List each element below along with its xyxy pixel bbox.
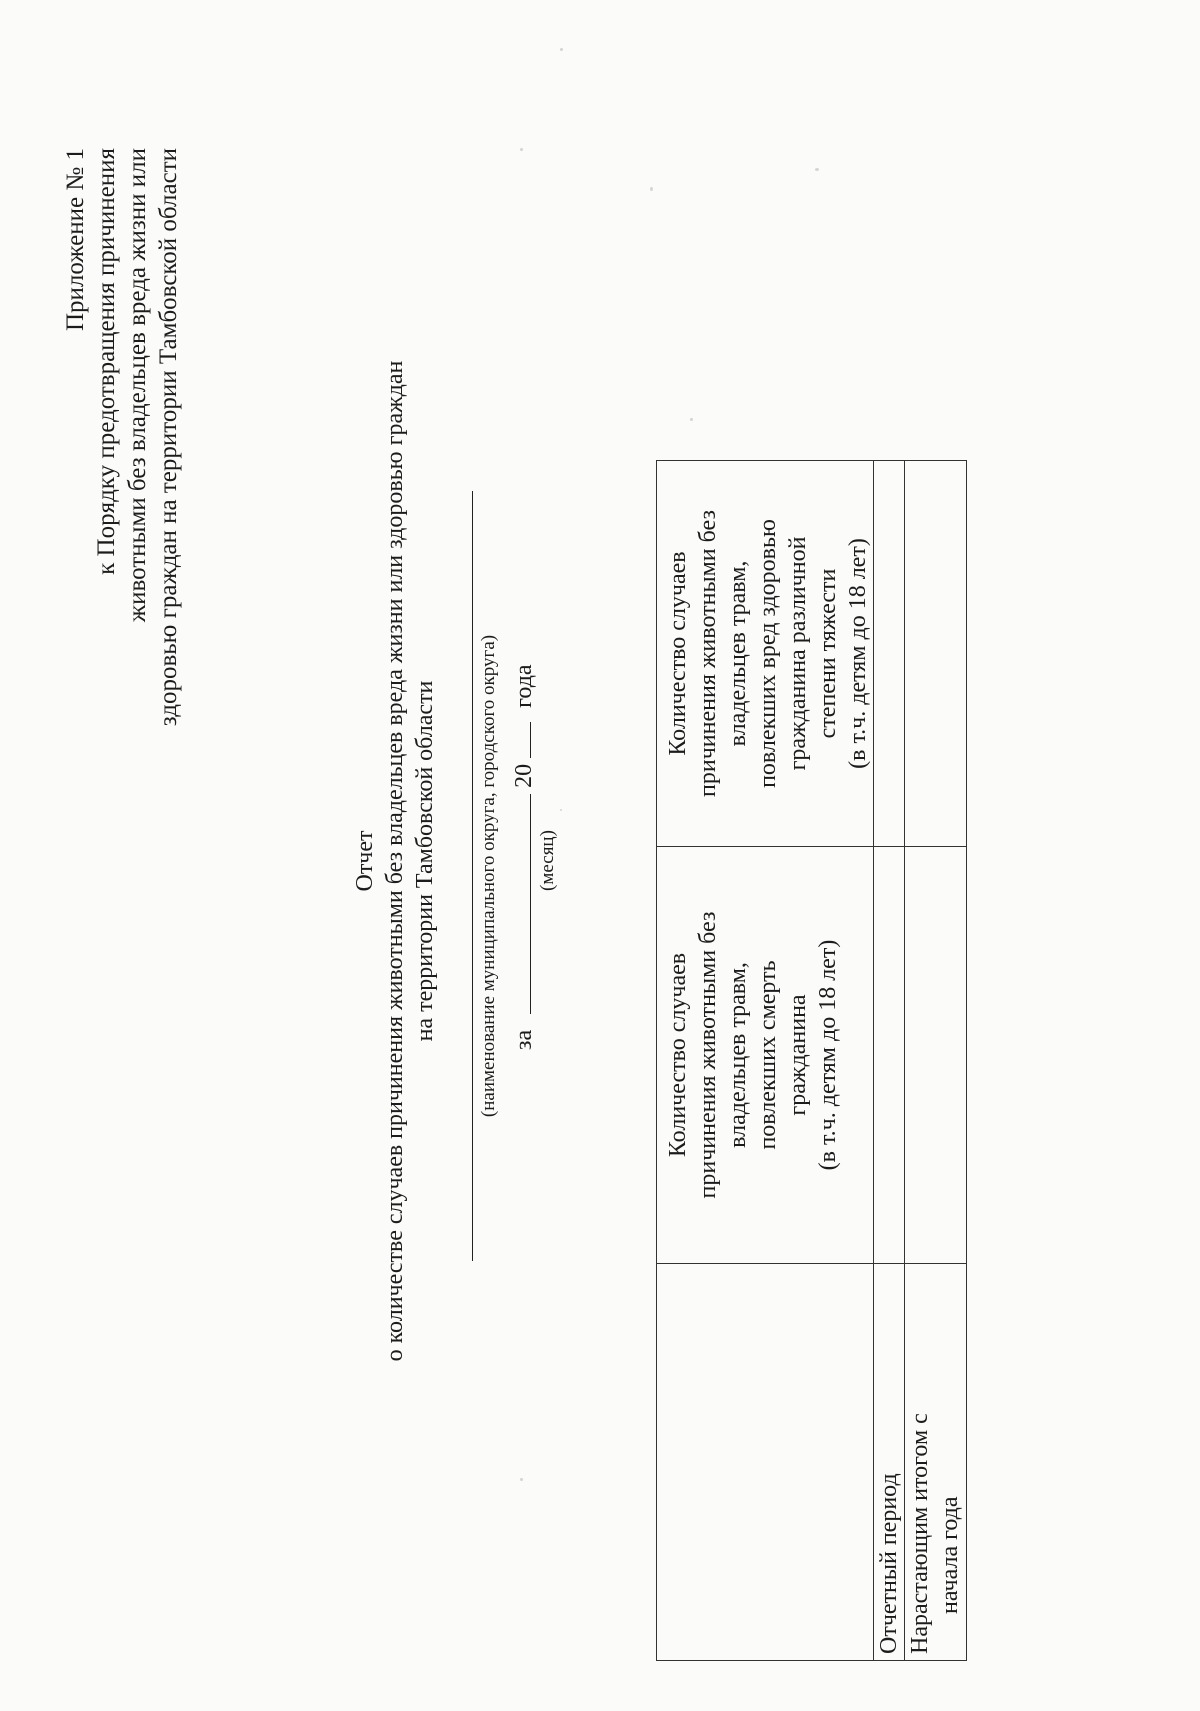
appendix-line: животными без владельцев вреда жизни или [124, 148, 151, 623]
header-line: Количество случаев [665, 551, 691, 756]
month-caption: (месяц) [537, 830, 558, 891]
value-cell-deaths [905, 847, 967, 1264]
header-line: причинения животными без [695, 510, 721, 797]
row-label-line: Нарастающим итогом с [907, 1413, 933, 1654]
header-line: повлекших вред здоровью [755, 519, 781, 788]
header-line: владельцев травм, [725, 962, 751, 1148]
scan-speck [815, 168, 819, 171]
appendix-line: здоровью граждан на территории Тамбовской области [155, 148, 182, 727]
table-header-row [657, 461, 874, 1661]
value-cell-health-harm [905, 461, 967, 847]
year-blank [508, 722, 531, 758]
header-line: (в т.ч. детям до 18 лет) [845, 538, 871, 769]
header-corner-cell [657, 1264, 874, 1661]
header-line: гражданина различной [785, 536, 811, 771]
period-prefix: за [511, 1029, 537, 1050]
scan-speck [560, 48, 563, 51]
appendix-line: Приложение № 1 [62, 148, 89, 332]
report-table [656, 460, 967, 1661]
scan-speck [560, 809, 562, 811]
period-suffix: года [511, 664, 537, 708]
header-line: Количество случаев [665, 952, 691, 1158]
appendix-line: к Порядку предотвращения причинения [93, 148, 120, 575]
report-subtitle-line: на территории Тамбовской области [412, 680, 438, 1042]
header-line: владельцев травм, [725, 560, 751, 747]
header-line: (в т.ч. детям до 18 лет) [815, 939, 841, 1171]
period-row [508, 491, 538, 1261]
row-label-reporting-period [874, 1264, 905, 1661]
report-title: Отчет [352, 830, 378, 892]
row-label-line: Отчетный период [876, 1473, 902, 1654]
municipality-blank-line [472, 491, 473, 1261]
table-row [905, 461, 967, 1661]
header-line: причинения животными без [695, 911, 721, 1199]
header-line: степени тяжести [815, 568, 841, 739]
row-label-line: начала года [937, 1496, 963, 1614]
value-cell-health-harm [874, 461, 905, 847]
header-line: гражданина [785, 994, 811, 1116]
scan-speck [650, 187, 653, 191]
report-subtitle-line: о количестве случаев причинения животными без владельцев вреда жизни или здоровью граждан [382, 360, 408, 1362]
municipality-caption: (наименование муниципального округа, городского округа) [478, 634, 499, 1118]
scan-speck [520, 148, 523, 151]
scan-speck [690, 418, 693, 421]
header-cell-health-harm [657, 461, 874, 847]
appendix-header [60, 148, 184, 868]
scan-speck [520, 1478, 523, 1481]
header-line: повлекших смерть [755, 960, 781, 1150]
report-title-block [350, 261, 440, 1461]
header-cell-deaths [657, 847, 874, 1264]
month-blank [508, 794, 531, 1014]
value-cell-deaths [874, 847, 905, 1264]
row-label-cumulative [905, 1264, 967, 1661]
year-prefix: 20 [511, 763, 537, 788]
table-row [874, 461, 905, 1661]
